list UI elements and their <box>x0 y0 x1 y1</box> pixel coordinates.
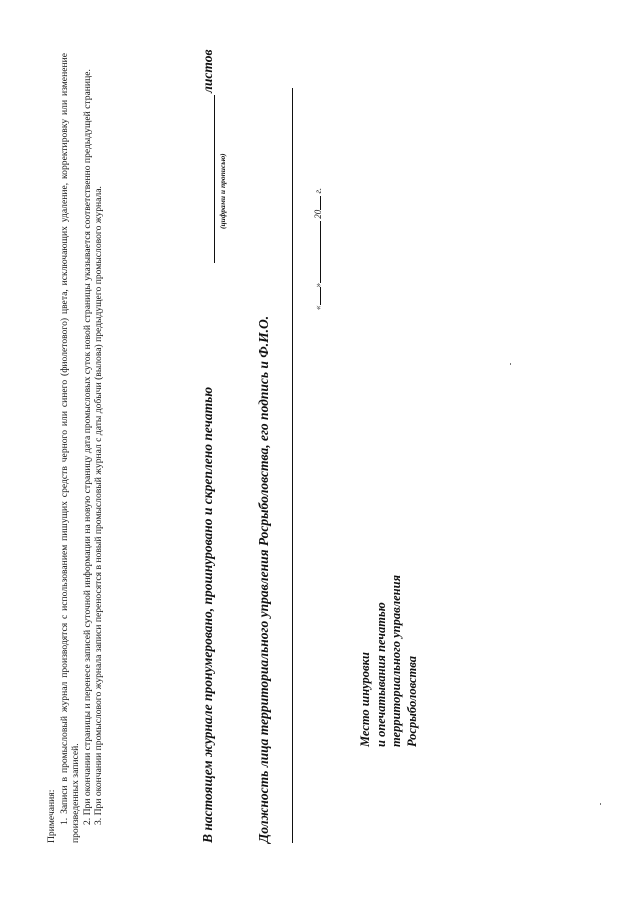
sheets-hint: (цифрами и прописью) <box>218 153 227 229</box>
scan-speck <box>510 363 511 365</box>
signature-rule[interactable] <box>292 88 293 843</box>
seal-line-1: Место шнуровки <box>358 652 372 747</box>
month-field[interactable] <box>312 221 321 283</box>
sheets-count-field[interactable] <box>214 95 215 263</box>
date-close-quote: » <box>313 283 323 288</box>
notes-title: Примечания: <box>46 789 57 843</box>
sheets-label: листов <box>200 49 215 93</box>
day-field[interactable] <box>312 288 321 306</box>
year-prefix: 20 <box>313 209 323 219</box>
seal-line-2: и опечатывания печатью <box>373 602 388 747</box>
seal-place-block <box>358 487 420 747</box>
official-line: Должность лица территориального управления Росрыболовства, его подпись и Ф.И.О. <box>256 315 271 843</box>
note-item-1: 1. Записи в промысловый журнал производятся с использованием пишущих средств черного или синего (фиолетового) цвета, исключающих удаление, корректировку или изменение произведенных записей. <box>58 53 81 843</box>
date-line <box>312 188 323 310</box>
seal-line-4: Росрыболовства <box>404 655 419 747</box>
certification-line: В настоящем журнале пронумеровано, прошнуровано и скреплено печатью <box>200 386 215 843</box>
year-field[interactable] <box>312 196 321 210</box>
note-item-3: 3. При окончании промыслового журнала записи переносятся в новый промысловый журнал с даты добычи (вылова) предыдущего промыслового журнала. <box>93 186 104 825</box>
year-suffix: г. <box>313 187 323 194</box>
date-open-quote: « <box>313 305 323 310</box>
note-item-2: 2. При окончании страницы и перенесе записей суточной информации на новую страницу дата промысловых суток новой страницы указывается соответственно предыдущей странице. <box>81 69 93 825</box>
notes-block <box>46 53 105 843</box>
scan-speck <box>600 803 601 805</box>
seal-line-3: территориального управления <box>389 574 403 747</box>
